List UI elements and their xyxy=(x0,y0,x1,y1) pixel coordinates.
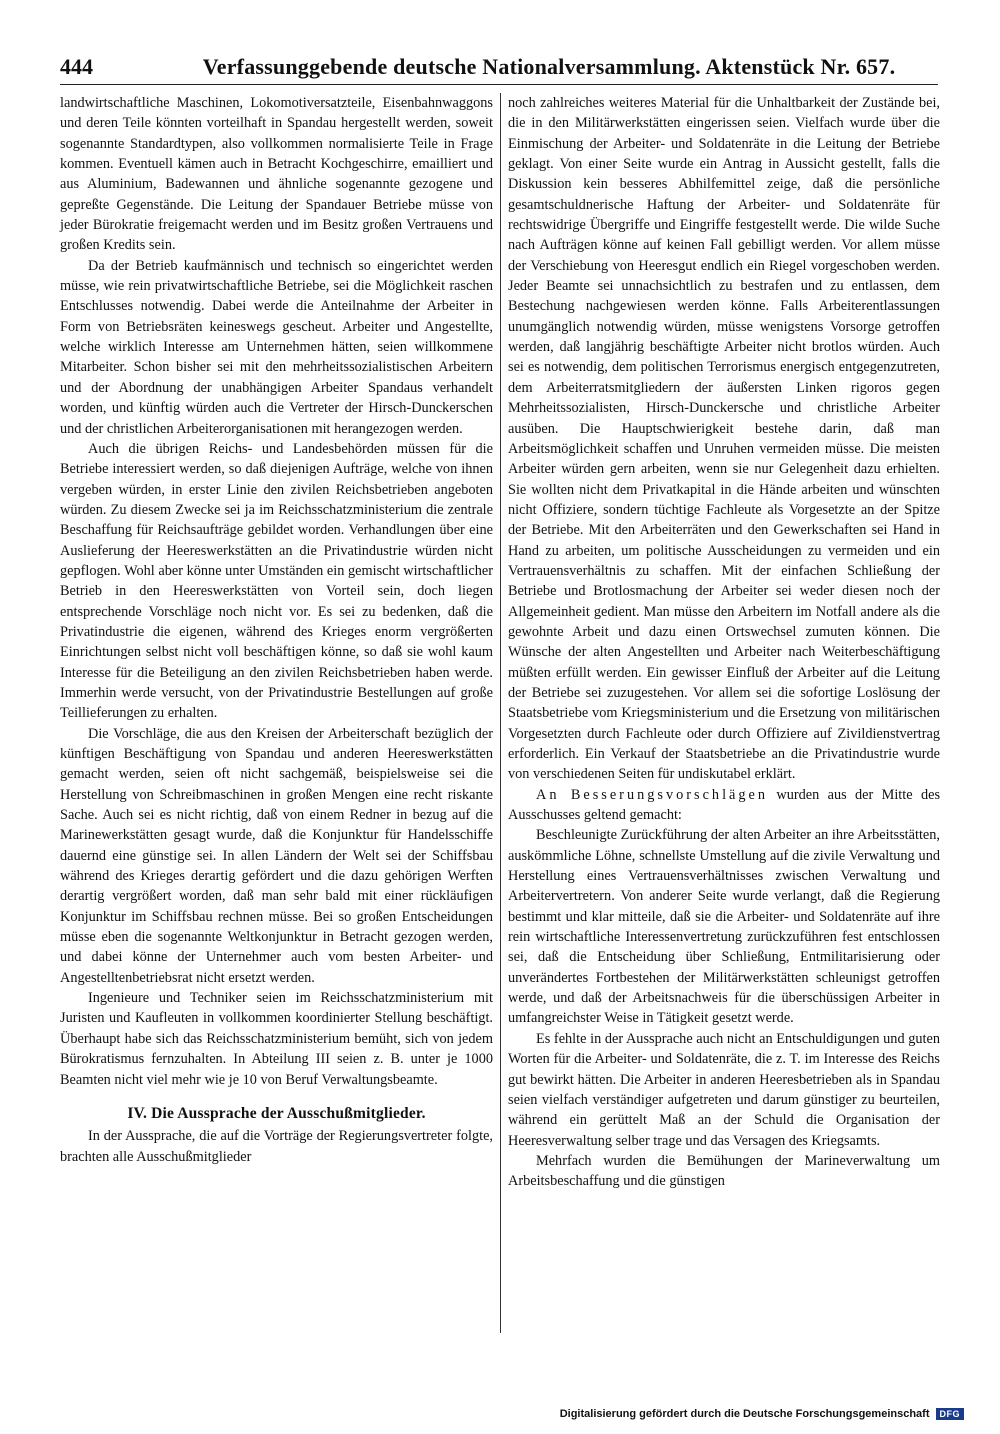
paragraph: Es fehlte in der Aussprache auch nicht an Entschuldigungen und guten Worten für die Arbeiter- und Soldatenräte, die z. T. im Interesse des Reichs gut bewirkt hätten. Die Arbeiter in anderen Heeresbetrieben als in Spandau seien vielfach verständiger aufgetreten und darum günstiger zu beurteilen, während ein gerüttelt Maß an der Schuld die Organisation der Heeresverwaltung selber trage und das Versagen des Kriegsamts. xyxy=(508,1030,940,1149)
paragraph xyxy=(508,785,940,826)
page-header xyxy=(60,54,938,85)
column-divider xyxy=(500,93,501,1333)
paragraph: noch zahlreiches weiteres Material für die Unhaltbarkeit der Zustände bei, die in den Militärwerkstätten eingerissen seien. Vielfach wurde über die Einmischung der Arbeiter- und Soldatenräte in die Leitung der Betriebe geklagt. Von einer Seite wurde ein Antrag in Aussicht gestellt, falls die Diskussion kein besseres Abhilfemittel zeige, daß die persönliche gesamtschuldnerische Haftung der Arbeiter- und Soldatenräte für rechtswidrige Übergriffe und Eingriffe festgestellt werde. Die wilde Suche nach Aufträgen könne auf keinen Fall gebilligt werden. Vor allem müsse der Verschiebung von Heeresgut endlich ein Riegel vorgeschoben werden. Jeder Beamte sei unnachsichtlich zu bestrafen und zu entlassen, dem Bestechung nachgewiesen werden könne. Falls Arbeiterentlassungen unumgänglich notwendig würden, müsse wenigstens Vorsorge getroffen werden, daß langjährig beschäftigte Arbeiter nicht brotlos würden. Auch sei es notwendig, dem politischen Terrorismus energisch entgegenzutreten, dem Arbeiterratsmitgliedern der äußersten Linken rigoros gegen Mehrheitssozialisten, Hirsch-Dunckersche und christliche Arbeiter ausüben. Die Hauptschwierigkeit bestehe darin, daß man Arbeitsmöglichkeit schaffen und Unruhen vermeiden müsse. Die meisten Arbeiter würden gern arbeiten, wenn sie nur Gelegenheit dazu erhielten. Sie wollten nicht dem Privatkapital in die Hände arbeiten und wünschten nicht Offiziere, sondern tüchtige Fachleute als Vorgesetzte an der Spitze der Betriebe. Mit den Arbeiterräten und den Gewerkschaften sei Hand in Hand zu arbeiten, um politische Ausscheidungen zu vermeiden und ein Vertrauensverhältnis zu schaffen. Mit der einfachen Schließung der Betriebe und Brotlosmachung der Arbeiter sei weder diesen noch der Allgemeinheit gedient. Man müsse den Arbeitern im Notfall andere als die gewohnte Arbeit und dazu einen Ortswechsel zumuten können. Die Wünsche der alten Angestellten und Arbeiter nach Weiterbeschäftigung müßten erfüllt werden. Ein gewisser Einfluß der Arbeiter auf die Leitung der Betriebe sei zuzugestehen. Vor allem sei die sofortige Loslösung der Staatsbetriebe vom Kriegsministerium und die Ersetzung von militärischen Vorgesetzten durch Fachleute oder durch Offiziere auf Zivildienstvertrag erforderlich. Ein Verkauf der Staatsbetriebe an die Privatindustrie wurde von verschiedenen Seiten für undiskutabel erklärt. xyxy=(508,95,940,783)
paragraph: In der Aussprache, die auf die Vorträge der Regierungsvertreter folgte, brachten alle Ausschußmitglieder xyxy=(60,1128,493,1165)
page-number: 444 xyxy=(60,54,93,79)
paragraph: Ingenieure und Techniker seien im Reichsschatzministerium mit Juristen und Kaufleuten in vollkommen koordinierter Stellung beschäftigt. Überhaupt habe sich das Reichsschatzministerium bemüht, sich von jedem Bürokratismus fernzuhalten. In Abteilung III seien z. B. unter je 1000 Beamten nicht viel mehr wie je 10 von Beruf Verwaltungsbeamte. xyxy=(60,990,493,1088)
dfg-logo: DFG xyxy=(936,1408,965,1420)
spaced-phrase: An Besserungsvorschlägen xyxy=(536,786,769,803)
paragraph: Beschleunigte Zurückführung der alten Arbeiter an ihre Arbeitsstätten, auskömmliche Löhne, schnellste Umstellung auf die zivile Verwaltung und Herstellung eines Vertrauensverhältnisses zwischen Verwaltung und Arbeitervertretern. Von anderer Seite wurde verlangt, daß die Regierung bestimmt und klar mitteile, daß sie die Arbeiter- und Soldatenräte auf ihre rein wirtschaftliche Interessenvertretung zurückzuführen fest entschlossen sei, daß die Entscheidung über Schließung, Entmilitarisierung oder unverändertes Fortbestehen der Militärwerkstätten schleunigst getroffen werde, und daß der Arbeitsnachweis für die überschüssigen Arbeiter in umfangreichster Weise in Tätigkeit gesetzt werde. xyxy=(508,827,940,1027)
paragraph: Mehrfach wurden die Bemühungen der Marineverwaltung um Arbeitsbeschaffung und die günstigen xyxy=(508,1152,940,1190)
section-heading: IV. Die Aussprache der Ausschußmitglieder. xyxy=(127,1104,426,1122)
paragraph: Da der Betrieb kaufmännisch und technisch so eingerichtet werden müsse, wie rein privatwirtschaftliche Betriebe, sei die Möglichkeit raschen Entschlusses notwendig. Dabei werde die Anteilnahme der Arbeiter in Form von Betriebsräten keineswegs gescheut. Arbeiter und Angestellte, welche wirklich Interesse am Unternehmen hätten, seien willkommene Mitarbeiter. Schon bisher sei mit den mehrheitssozialistischen Arbeitern und der Abordnung der unabhängigen Arbeiter Spandaus verhandelt worden, und künftig würden auch die Vertreter der Hirsch-Dunckerschen und der christlichen Arbeiterorganisationen mit herangezogen werden. xyxy=(60,257,493,437)
paragraph-rest: wurden aus der Mitte des Ausschusses geltend gemacht: xyxy=(508,786,941,824)
left-column xyxy=(60,93,493,1167)
paragraph: Auch die übrigen Reichs- und Landesbehörden müssen für die Betriebe interessiert werden, so daß diejenigen Aufträge, welche von ihnen vergeben würden, in erster Linie den zivilen Reichsbetrieben angeboten würden. Zu diesem Zwecke sei ja im Reichsschatzministerium die zentrale Beschaffung für Reichsaufträge gebildet worden. Verhandlungen über eine Auslieferung der Heereswerkstätten an die Privatindustrie würden nicht gepflogen. Wohl aber könne unter Umständen ein gemischt wirtschaftlicher Betrieb in den Heereswerkstätten von Vorteil sein, doch liegen entsprechende Vorschläge noch nicht vor. Es sei zu bedenken, daß die Privatindustrie die eigenen, während des Krieges enorm vergrößerten Einrichtungen selbst nicht voll beschäftigen könne, so daß sie wohl kaum Interesse für die Beteiligung an den zivilen Reichsbetrieben haben werde. Immerhin werde versucht, von der Privatindustrie Bestellungen auf große Teillieferungen zu erhalten. xyxy=(60,440,493,722)
footer-credit xyxy=(560,1408,964,1420)
paragraph: landwirtschaftliche Maschinen, Lokomotiversatzteile, Eisenbahnwaggons und deren Teile könnten vorteilhaft in Spandau hergestellt werden, soweit sogenannte Standardtypen, also vollkommen normalisierte Teile in Frage kommen. Eventuell kämen auch in Betracht Kochgeschirre, emailliert und aus Aluminium, Badewannen und ähnliche sogenannte gezogene und gepreßte Gegenstände. Die Leitung der Spandauer Betriebe müsse von jeder Bürokratie freigemacht werden und im Besitz großen Vertrauens und großen Kredits sein. xyxy=(60,95,493,254)
running-title: Verfassunggebende deutsche Nationalversammlung. Aktenstück Nr. 657. xyxy=(202,54,896,79)
right-column xyxy=(508,93,940,1192)
paragraph: Die Vorschläge, die aus den Kreisen der Arbeiterschaft bezüglich der künftigen Beschäftigung von Spandau und anderen Heereswerkstätten gemacht werden, seien oft nicht sachgemäß, beispielsweise sei die Herstellung von Schreibmaschinen in großen Mengen eine recht riskante Sache. Auch sei es nicht richtig, daß von einem Redner in bezug auf die Marinewerkstätten gesagt wurde, daß die Konjunktur für Handelsschiffe dauernd eine günstige sei. In allen Ländern der Welt sei der Schiffsbau während des Krieges derartig gefördert und die dazu gehörigen Werften derartig vergrößert worden, daß man sehr bald mit einer rückläufigen Konjunktur im Schiffsbau rechnen müsse. Bei so großen Entscheidungen müsse eben die sogenannte Weltkonjunktur in Betracht gezogen werden, und dabei könne der Unternehmer auch vom besten Arbeiter- und Angestelltenbetriebsrat nicht ersetzt werden. xyxy=(60,725,493,986)
credit-text: Digitalisierung gefördert durch die Deutsche Forschungsgemeinschaft xyxy=(559,1408,930,1420)
